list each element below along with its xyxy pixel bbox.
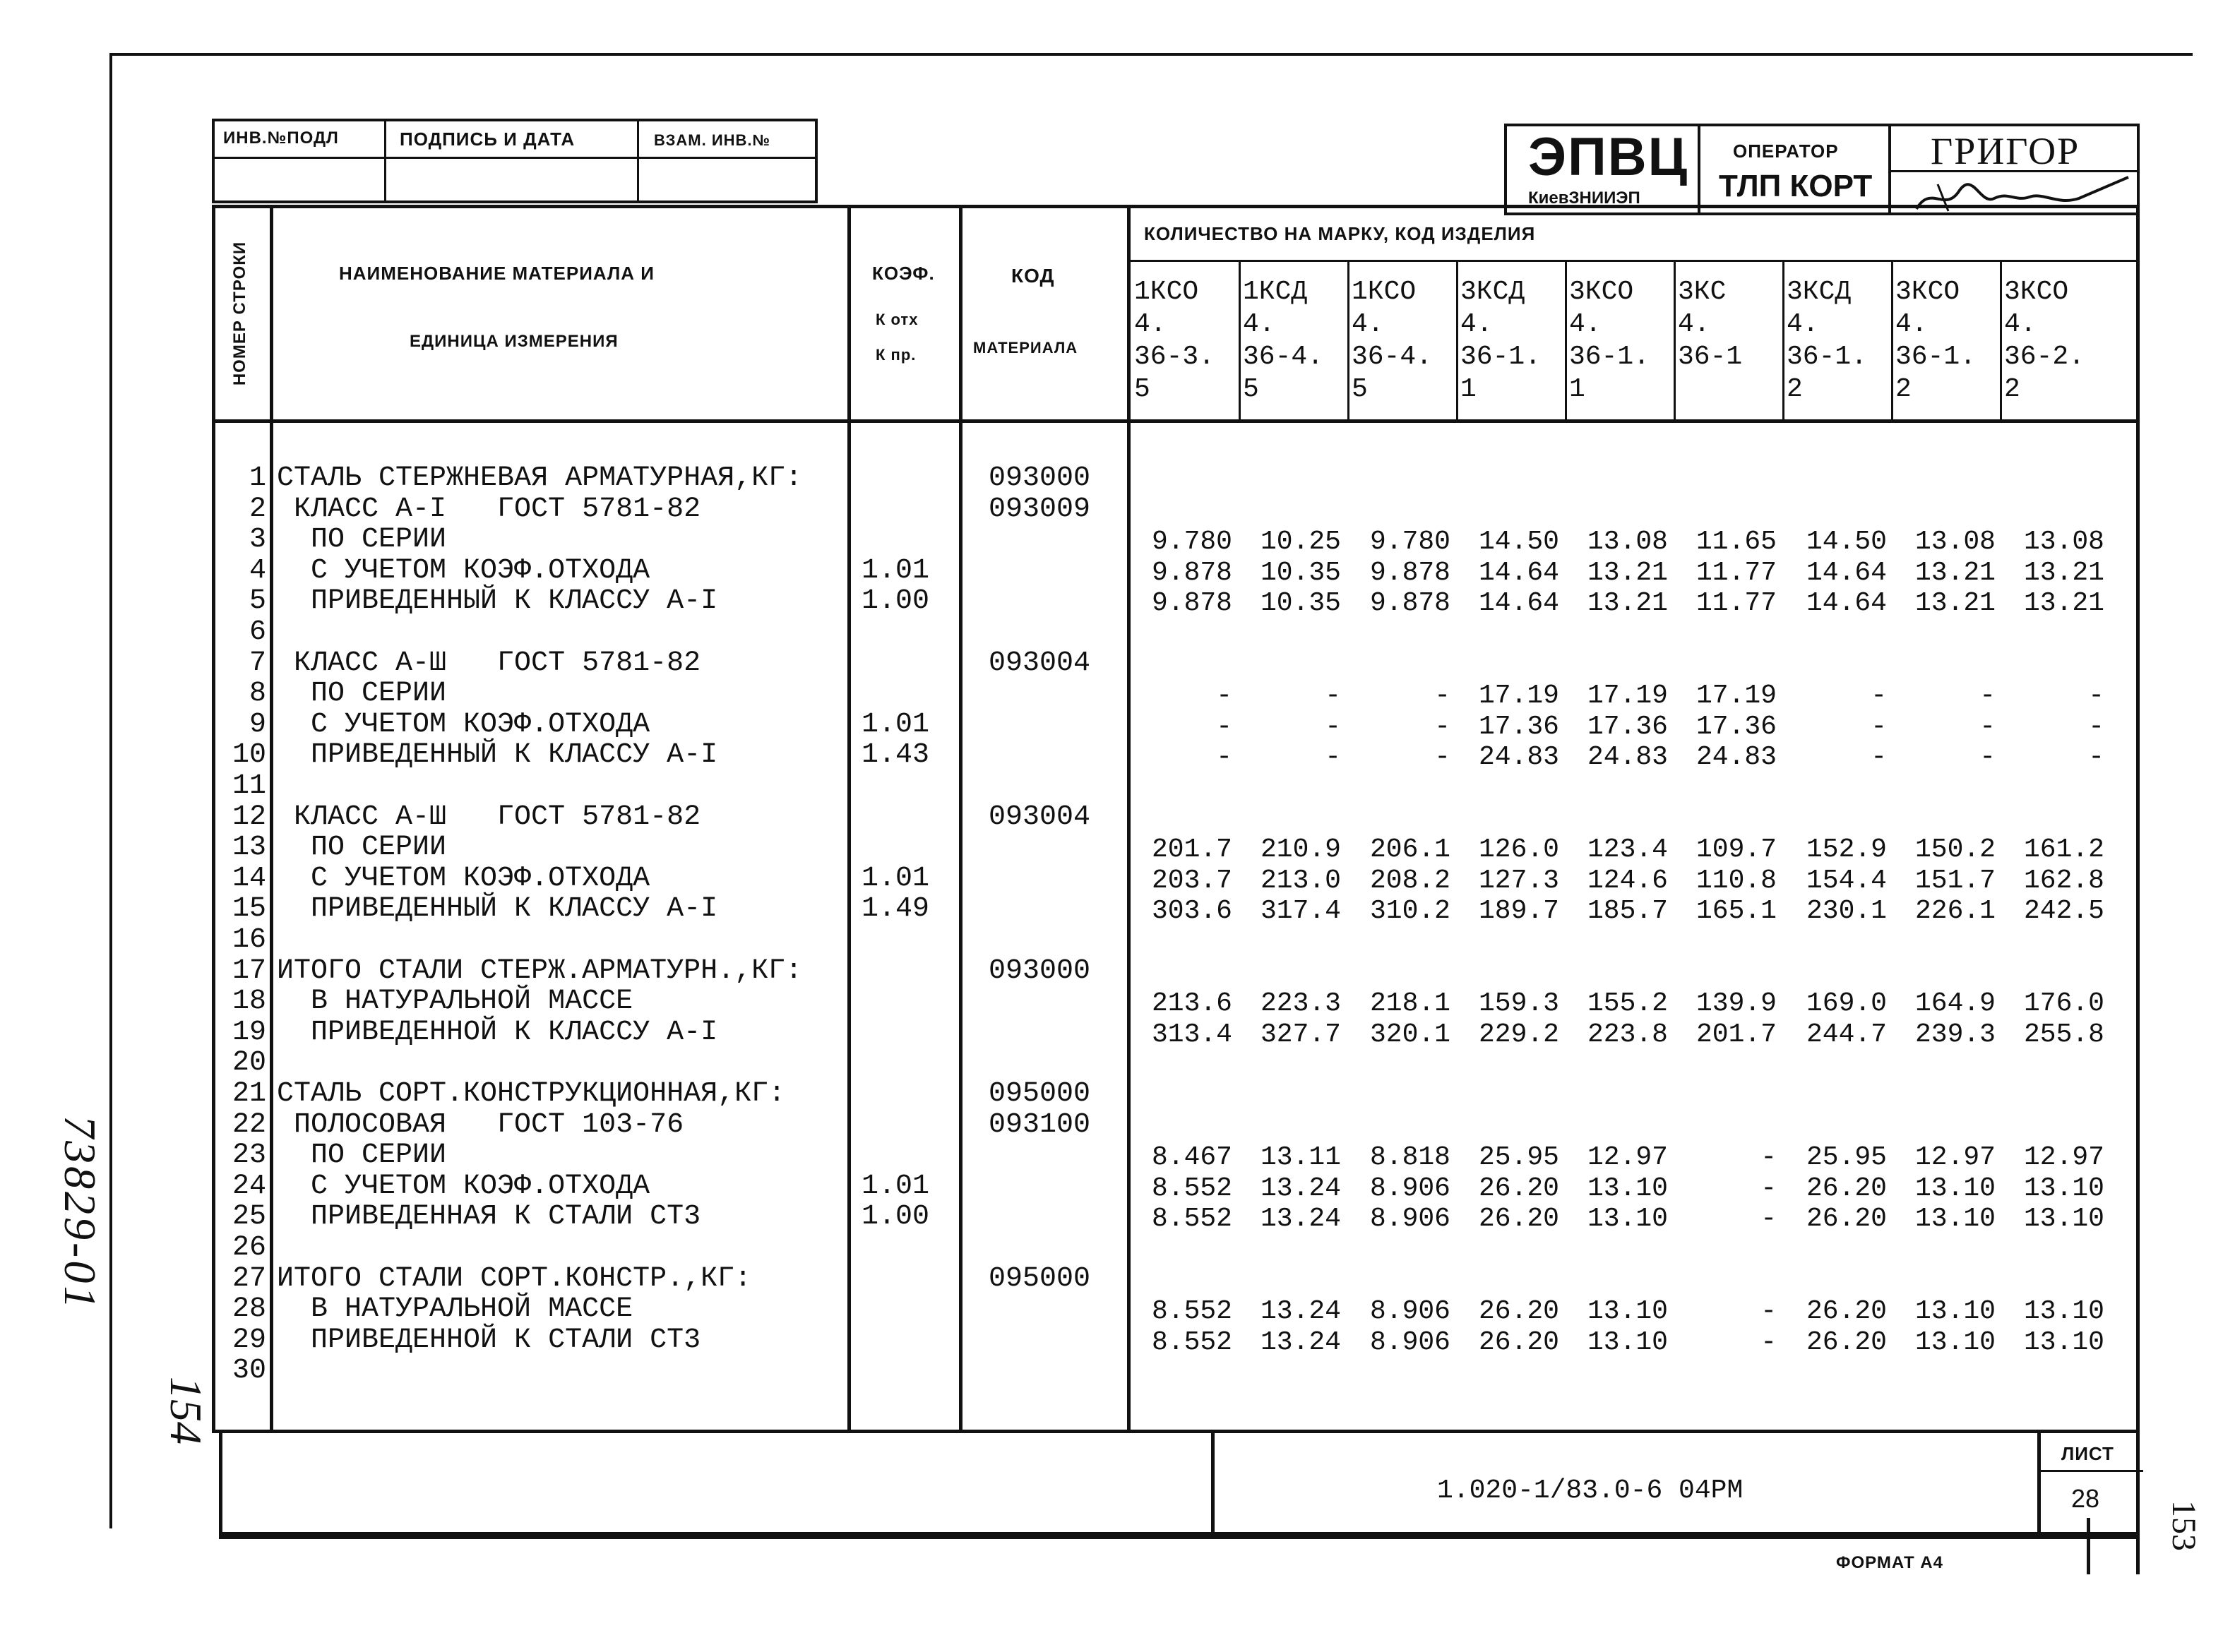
material-name: С УЧЕТОМ КОЭФ.ОТХОДА [277,708,650,741]
quantity-value: 10.35 [1260,588,1341,619]
row-number: 15 [232,893,266,926]
quantity-value: 13.21 [2023,557,2104,588]
mark-header-line: 4. [1352,309,1384,340]
quantity-value: - [1216,711,1232,742]
row-number: 18 [232,986,266,1018]
quantity-value: - [1760,1142,1777,1173]
quantity-value: 13.21 [1914,557,1996,588]
coefficient: 1.00 [862,1201,930,1233]
row-number: 5 [249,585,266,618]
quantity-value: 26.20 [1478,1173,1559,1204]
quantity-value: - [2088,711,2104,742]
quantity-value: 14.50 [1806,527,1887,558]
material-name-header-1: НАИМЕНОВАНИЕ МАТЕРИАЛА И [339,263,655,284]
quantity-value: 161.2 [2023,834,2104,866]
quantity-value: 229.2 [1478,1019,1559,1050]
quantity-value: 13.10 [1587,1327,1668,1358]
row-number: 17 [232,954,266,987]
quantity-value: 13.10 [1914,1327,1996,1358]
material-name: СТАЛЬ СТЕРЖНЕВАЯ АРМАТУРНАЯ,КГ: [277,462,803,494]
quantity-value: 13.10 [1914,1204,1996,1235]
format-label: ФОРМАТ А4 [1836,1553,1943,1572]
quantity-value: 189.7 [1478,896,1559,927]
mark-header-line: 3КСО [1895,277,1960,307]
quantity-value: 8.552 [1151,1296,1232,1327]
quantity-value: 26.20 [1478,1296,1559,1327]
material-name: С УЧЕТОМ КОЭФ.ОТХОДА [277,1170,650,1202]
mark-header-line: 4. [1460,309,1493,340]
quantity-value: 185.7 [1587,896,1668,927]
quantity-value: 8.818 [1369,1142,1450,1173]
quantity-value: 25.95 [1478,1142,1559,1173]
material-name: СТАЛЬ СОРТ.КОНСТРУКЦИОННАЯ,КГ: [277,1078,786,1110]
material-name: ПРИВЕДЕННЫЙ К КЛАССУ А-I [277,585,718,618]
margin-number-left: 154 [161,1377,211,1444]
quantity-value: 13.21 [1587,588,1668,619]
mark-header-line: 3КСО [2004,277,2069,307]
quantity-value: - [1434,742,1450,773]
quantity-value: - [1979,711,1996,742]
quantity-value: 239.3 [1914,1019,1996,1050]
operator-value: ТЛП КОРТ [1719,169,1873,203]
quantity-value: - [1871,742,1887,773]
mark-header-line: 36-3. [1134,342,1215,372]
org-sub: КиевЗНИИЭП [1528,188,1640,208]
podpis-data-label: ПОДПИСЬ И ДАТА [400,128,576,150]
coefficient: 1.01 [862,708,930,741]
row-number: 26 [232,1232,266,1264]
quantity-value: - [1979,681,1996,712]
quantity-value: 25.95 [1806,1142,1887,1173]
podpis-data-field[interactable] [388,161,634,200]
quantity-value: 13.10 [2023,1173,2104,1204]
material-name: ПО СЕРИИ [277,678,447,710]
row-number: 27 [232,1262,266,1295]
row-number: 2 [249,493,266,525]
operator-surname: ГРИГОР [1931,130,2080,172]
quantity-value: 8.467 [1151,1142,1232,1173]
quantity-value: 109.7 [1695,834,1777,866]
quantity-value: 159.3 [1478,988,1559,1019]
quantity-value: 13.08 [2023,527,2104,558]
quantity-value: 139.9 [1695,988,1777,1019]
material-name: С УЧЕТОМ КОЭФ.ОТХОДА [277,862,650,894]
quantity-value: - [1760,1204,1777,1235]
quantity-value: 110.8 [1695,865,1777,896]
inv-podl-label: ИНВ.№ПОДЛ [223,128,339,148]
quantity-value: 8.906 [1369,1173,1450,1204]
coefficient: 1.49 [862,893,930,926]
inv-podl-field[interactable] [217,161,381,200]
quantity-value: 13.10 [2023,1204,2104,1235]
quantity-value: 201.7 [1695,1019,1777,1050]
material-name: ПРИВЕДЕННОЙ К КЛАССУ А-I [277,1016,718,1048]
quantity-value: 9.780 [1151,527,1232,558]
material-code: 093000 [989,462,1091,494]
quantity-value: 14.64 [1478,588,1559,619]
quantity-value: 10.25 [1260,527,1341,558]
row-number: 8 [249,678,266,710]
quantity-value: 244.7 [1806,1019,1887,1050]
material-name: ПРИВЕДЕННОЙ К СТАЛИ СТ3 [277,1324,701,1356]
quantity-value: 13.10 [1587,1204,1668,1235]
mark-header-line: 36-1 [1678,342,1743,372]
row-number: 22 [232,1108,266,1141]
mark-header-line: 4. [1569,309,1602,340]
quantity-value: 226.1 [1914,896,1996,927]
quantity-value: 126.0 [1478,834,1559,866]
quantity-value: 203.7 [1151,865,1232,896]
quantity-value: 152.9 [1806,834,1887,866]
quantity-value: 13.24 [1260,1204,1341,1235]
quantity-value: - [1871,681,1887,712]
material-name: КЛАСС А-I ГОСТ 5781-82 [277,493,701,525]
material-name: КЛАСС А-Ш ГОСТ 5781-82 [277,647,701,679]
quantity-value: - [1760,1327,1777,1358]
quantity-value: 14.64 [1806,557,1887,588]
coefficient: 1.00 [862,585,930,618]
row-number: 9 [249,708,266,741]
mark-header-line: 3КС [1678,277,1727,307]
document-code: 1.020-1/83.0-6 04РМ [1437,1476,1744,1506]
material-name: ПРИВЕДЕННАЯ К СТАЛИ СТ3 [277,1201,701,1233]
quantity-value: 327.7 [1260,1019,1341,1050]
row-number: 25 [232,1201,266,1233]
margin-number-right: 153 [2165,1500,2203,1551]
material-name-header-2: ЕДИНИЦА ИЗМЕРЕНИЯ [410,332,619,351]
row-number: 7 [249,647,266,679]
quantity-value: 17.36 [1695,711,1777,742]
row-number: 29 [232,1324,266,1356]
quantity-value: 13.10 [2023,1327,2104,1358]
mark-header-line: 5 [1243,374,1259,405]
quantity-value: 123.4 [1587,834,1668,866]
quantity-value: 13.10 [1914,1173,1996,1204]
quantity-value: 176.0 [2023,988,2104,1019]
quantity-value: 13.21 [1914,588,1996,619]
material-name: ПРИВЕДЕННЫЙ К КЛАССУ А-I [277,739,718,772]
quantity-value: - [1434,711,1450,742]
mark-header-line: 1 [1460,374,1477,405]
quantity-value: - [2088,681,2104,712]
quantity-value: - [2088,742,2104,773]
row-number: 24 [232,1170,266,1202]
quantity-value: 26.20 [1806,1296,1887,1327]
quantity-value: 155.2 [1587,988,1668,1019]
quantity-value: 255.8 [2023,1019,2104,1050]
title-block [219,1433,2140,1539]
coef-header-1: КОЭФ. [872,263,935,284]
quantity-value: 26.20 [1806,1204,1887,1235]
coef-header-2: К отх [876,311,919,328]
quantity-value: 10.35 [1260,557,1341,588]
quantity-value: 164.9 [1914,988,1996,1019]
quantity-value: 24.83 [1587,742,1668,773]
quantity-value: 230.1 [1806,896,1887,927]
mark-header-line: 36-1. [1787,342,1868,372]
quantity-value: 26.20 [1478,1327,1559,1358]
quantity-value: 208.2 [1369,865,1450,896]
row-number: 12 [232,801,266,833]
quantity-value: 151.7 [1914,865,1996,896]
operator-label: ОПЕРАТОР [1733,140,1839,162]
quantity-value: 14.64 [1478,557,1559,588]
quantity-value: 213.6 [1151,988,1232,1019]
mark-header-line: 36-2. [2004,342,2085,372]
row-number: 1 [249,462,266,494]
quantity-value: - [1979,742,1996,773]
quantity-value: 9.878 [1369,557,1450,588]
quantity-value: 9.878 [1151,588,1232,619]
quantity-value: 223.3 [1260,988,1341,1019]
mark-header-line: 36-1. [1460,342,1542,372]
material-code: 095000 [989,1078,1091,1110]
mark-header-line: 1КСД [1243,277,1308,307]
mark-header-line: 4. [1678,309,1710,340]
quantity-value: 154.4 [1806,865,1887,896]
quantity-value: 223.8 [1587,1019,1668,1050]
mark-header-line: 4. [1787,309,1819,340]
mark-header-line: 2 [2004,374,2020,405]
row-number: 3 [249,524,266,556]
quantity-value: 17.36 [1587,711,1668,742]
quantity-value: 17.19 [1587,681,1668,712]
mark-header-line: 36-4. [1352,342,1433,372]
row-number: 11 [232,770,266,802]
quantity-value: 9.878 [1151,557,1232,588]
quantity-value: 26.20 [1806,1327,1887,1358]
material-name: С УЧЕТОМ КОЭФ.ОТХОДА [277,554,650,587]
quantity-value: 17.19 [1478,681,1559,712]
material-name: ПО СЕРИИ [277,1139,447,1172]
quantity-value: 9.878 [1369,588,1450,619]
quantity-value: 124.6 [1587,865,1668,896]
mark-header-line: 1 [1569,374,1585,405]
quantity-value: 13.21 [2023,588,2104,619]
coefficient: 1.01 [862,554,930,587]
quantity-value: 8.552 [1151,1327,1232,1358]
quantity-value: 8.552 [1151,1204,1232,1235]
quantity-value: - [1760,1173,1777,1204]
quantity-value: 17.36 [1478,711,1559,742]
mark-header-line: 3КСД [1460,277,1525,307]
header-boxes [212,119,818,203]
mark-header-line: 2 [1895,374,1912,405]
material-code: 093000 [989,954,1091,987]
mark-header-line: 1КСО [1134,277,1199,307]
quantity-value: 303.6 [1151,896,1232,927]
material-name: КЛАСС А-Ш ГОСТ 5781-82 [277,801,701,833]
mark-header-line: 4. [2004,309,2037,340]
quantity-value: 127.3 [1478,865,1559,896]
quantity-value: 24.83 [1478,742,1559,773]
sheet-number: 28 [2071,1484,2100,1513]
quantity-value: 13.24 [1260,1327,1341,1358]
quantity-value: 13.10 [1587,1173,1668,1204]
mark-header-line: 4. [1895,309,1928,340]
quantity-value: - [1760,1296,1777,1327]
row-number: 10 [232,739,266,772]
quantity-value: 8.552 [1151,1173,1232,1204]
sheet-label: ЛИСТ [2061,1443,2114,1464]
row-number-header: НОМЕР СТРОКИ [230,241,249,386]
quantity-value: 14.64 [1806,588,1887,619]
quantity-value: - [1434,681,1450,712]
material-code: 093100 [989,1108,1091,1141]
code-header-2: МАТЕРИАЛА [973,339,1078,357]
quantity-value: 13.10 [1914,1296,1996,1327]
quantity-value: 13.08 [1587,527,1668,558]
row-number: 23 [232,1139,266,1172]
quantity-value: - [1216,681,1232,712]
mark-header-line: 36-1. [1569,342,1650,372]
material-name: ИТОГО СТАЛИ СОРТ.КОНСТР.,КГ: [277,1262,752,1295]
material-name: В НАТУРАЛЬНОЙ МАССЕ [277,1293,633,1326]
quantity-value: 206.1 [1369,834,1450,866]
quantity-value: - [1325,681,1341,712]
mark-header-line: 36-1. [1895,342,1977,372]
quantity-value: 9.780 [1369,527,1450,558]
quantity-value: 8.906 [1369,1296,1450,1327]
coef-header-3: К пр. [876,346,917,364]
quantity-value: 162.8 [2023,865,2104,896]
material-name: В НАТУРАЛЬНОЙ МАССЕ [277,986,633,1018]
org-name: ЭПВЦ [1528,127,1689,187]
material-name: ПРИВЕДЕННЫЙ К КЛАССУ А-I [277,893,718,926]
quantity-value: 8.906 [1369,1204,1450,1235]
quantity-value: 8.906 [1369,1327,1450,1358]
row-number: 16 [232,924,266,956]
coefficient: 1.01 [862,862,930,894]
quantity-value: 313.4 [1151,1019,1232,1050]
vzam-inv-field[interactable] [641,161,815,200]
margin-note: 73829-01 [55,1115,105,1312]
row-number: 28 [232,1293,266,1326]
outer-frame-left [109,53,112,1528]
mark-header-line: 3КСД [1787,277,1852,307]
material-name: ПОЛОСОВАЯ ГОСТ 103-76 [277,1108,684,1141]
quantity-value: - [1216,742,1232,773]
mark-header-line: 5 [1134,374,1150,405]
quantity-value: 218.1 [1369,988,1450,1019]
mark-header-line: 5 [1352,374,1368,405]
code-header-1: КОД [1011,265,1055,287]
quantity-value: 242.5 [2023,896,2104,927]
material-code: 093004 [989,647,1091,679]
quantity-value: 13.24 [1260,1296,1341,1327]
quantity-value: 310.2 [1369,896,1450,927]
mark-header-line: 36-4. [1243,342,1324,372]
material-name: ПО СЕРИИ [277,524,447,556]
row-number: 19 [232,1016,266,1048]
row-number: 14 [232,862,266,894]
row-number: 13 [232,832,266,864]
quantity-value: 13.10 [1587,1296,1668,1327]
quantity-value: 213.0 [1260,865,1341,896]
quantity-value: 12.97 [1587,1142,1668,1173]
quantity-value: 169.0 [1806,988,1887,1019]
row-number: 20 [232,1047,266,1079]
mark-header-line: 2 [1787,374,1803,405]
quantity-value: 150.2 [1914,834,1996,866]
quantity-value: 11.77 [1695,557,1777,588]
row-number: 4 [249,554,266,587]
vzam-inv-label: ВЗАМ. ИНВ.№ [654,131,771,149]
row-number: 30 [232,1355,266,1387]
quantity-value: 17.19 [1695,681,1777,712]
material-name: ИТОГО СТАЛИ СТЕРЖ.АРМАТУРН.,КГ: [277,954,803,987]
quantity-value: 13.24 [1260,1173,1341,1204]
quantity-value: 12.97 [2023,1142,2104,1173]
row-number: 21 [232,1078,266,1110]
quantity-value: 26.20 [1806,1173,1887,1204]
material-name: ПО СЕРИИ [277,832,447,864]
quantity-value: 320.1 [1369,1019,1450,1050]
quantity-value: 12.97 [1914,1142,1996,1173]
quantity-value: 165.1 [1695,896,1777,927]
coefficient: 1.43 [862,739,930,772]
quantity-value: 11.77 [1695,588,1777,619]
org-block [1504,124,2140,215]
quantity-value: 24.83 [1695,742,1777,773]
quantity-value: 13.08 [1914,527,1996,558]
quantity-value: 14.50 [1478,527,1559,558]
quantity-value: 13.11 [1260,1142,1341,1173]
quantity-value: 210.9 [1260,834,1341,866]
quantity-value: 13.21 [1587,557,1668,588]
material-code: 095000 [989,1262,1091,1295]
quantity-value: 201.7 [1151,834,1232,866]
coefficient: 1.01 [862,1170,930,1202]
material-code: 093009 [989,493,1091,525]
mark-header-line: 3КСО [1569,277,1634,307]
mark-header-line: 4. [1243,309,1275,340]
outer-frame-top [109,53,2193,56]
mark-header-line: 1КСО [1352,277,1417,307]
quantity-value: - [1325,742,1341,773]
quantity-value: 11.65 [1695,527,1777,558]
quantity-header: КОЛИЧЕСТВО НА МАРКУ, КОД ИЗДЕЛИЯ [1144,223,1536,244]
quantity-value: 317.4 [1260,896,1341,927]
mark-header-line: 4. [1134,309,1167,340]
quantity-value: 13.10 [2023,1296,2104,1327]
quantity-value: - [1325,711,1341,742]
quantity-value: 26.20 [1478,1204,1559,1235]
material-code: 093004 [989,801,1091,833]
quantity-value: - [1871,711,1887,742]
row-number: 6 [249,616,266,648]
